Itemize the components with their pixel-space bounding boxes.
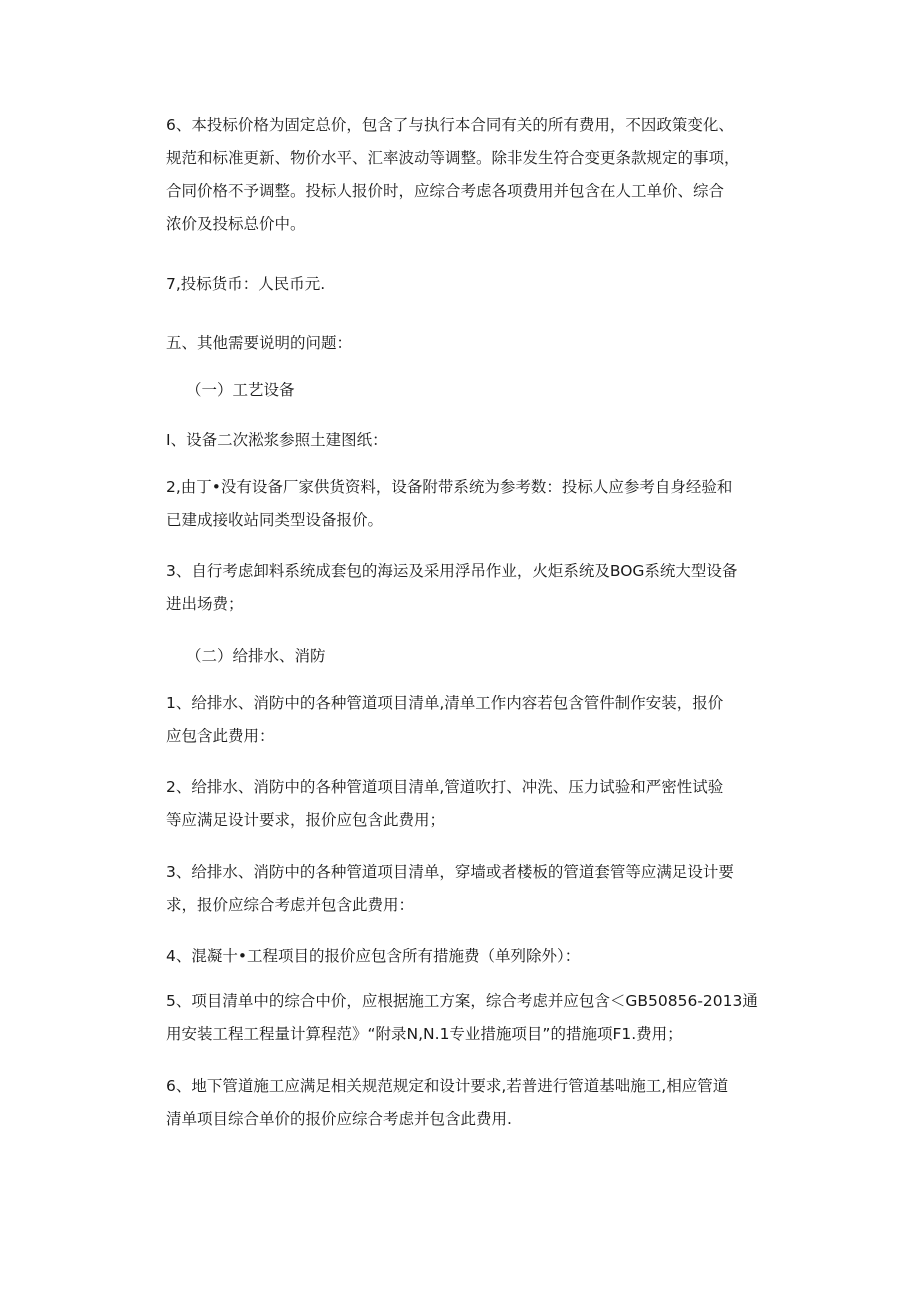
list-item	[166, 1070, 788, 1136]
text-line: 浓价及投标总价中。	[166, 215, 306, 233]
list-item	[166, 985, 788, 1051]
text-line: 2、给排水、消防中的各种管道项目清单,管道吹打、冲洗、压力试验和严密性试验	[166, 778, 724, 796]
text-line: 7,投标货币：人民币元.	[166, 275, 326, 293]
section-heading-other-issues	[166, 327, 788, 360]
list-item	[166, 771, 788, 837]
text-line: 1、给排水、消防中的各种管道项目清单,清单工作内容若包含管件制作安装，报价	[166, 694, 724, 712]
list-item	[166, 471, 788, 537]
subsection-heading-process-equipment	[186, 374, 808, 407]
text-line: 3、给排水、消防中的各种管道项目清单，穿墙或者楼板的管道套管等应满足设计要	[166, 863, 734, 881]
subsection-heading-water-fire	[186, 640, 808, 673]
list-item	[166, 856, 788, 922]
text-line: 求，报价应综合考虑并包含此费用：	[166, 896, 415, 914]
text-line: 清单项目综合单价的报价应综合考虑并包含此费用.	[166, 1110, 512, 1128]
text-line: 5、项目清单中的综合中价，应根据施工方案，综合考虑并应包含＜GB50856-2013通	[166, 992, 758, 1010]
list-item	[166, 940, 788, 973]
text-line: 五、其他需要说明的问题：	[166, 334, 353, 352]
paragraph-bid-currency	[166, 268, 788, 301]
list-item	[166, 687, 788, 753]
text-line: 已建成接收站同类型设备报价。	[166, 511, 384, 529]
text-line: 进出场费；	[166, 595, 244, 613]
text-line: （二）给排水、消防	[186, 647, 326, 665]
text-line: 3、自行考虑卸料系统成套包的海运及采用浮吊作业，火炬系统及BOG系统大型设备	[166, 562, 738, 580]
text-line: 规范和标准更新、物价水平、汇率波动等调整。除非发生符合变更条款规定的事项，	[166, 149, 740, 167]
text-line: 合同价格不予调整。投标人报价时，应综合考虑各项费用并包含在人工单价、综合	[166, 182, 725, 200]
text-line: 6、本投标价格为固定总价，包含了与执行本合同有关的所有费用，不因政策变化、	[166, 116, 734, 134]
text-line: 应包含此费用：	[166, 727, 275, 745]
paragraph-bid-price	[166, 109, 788, 241]
text-line: 2,由丁•没有设备厂家供货资料，设备附带系统为参考数：投标人应参考自身经验和	[166, 478, 733, 496]
text-line: 用安装工程工程量计算程范》“附录N,N.1专业措施项目”的措施项F1.费用；	[166, 1025, 683, 1043]
text-line: 等应满足设计要求，报价应包含此费用；	[166, 811, 446, 829]
text-line: （一）工艺设备	[186, 381, 295, 399]
text-line: I、设备二次淞浆参照土建图纸：	[166, 431, 388, 449]
text-line: 6、地下管道施工应满足相关规范规定和设计要求,若普进行管道基咄施工,相应管道	[166, 1077, 729, 1095]
list-item	[166, 424, 788, 457]
list-item	[166, 555, 788, 621]
text-line: 4、混凝十•工程项目的报价应包含所有措施费（单列除外）：	[166, 947, 581, 965]
